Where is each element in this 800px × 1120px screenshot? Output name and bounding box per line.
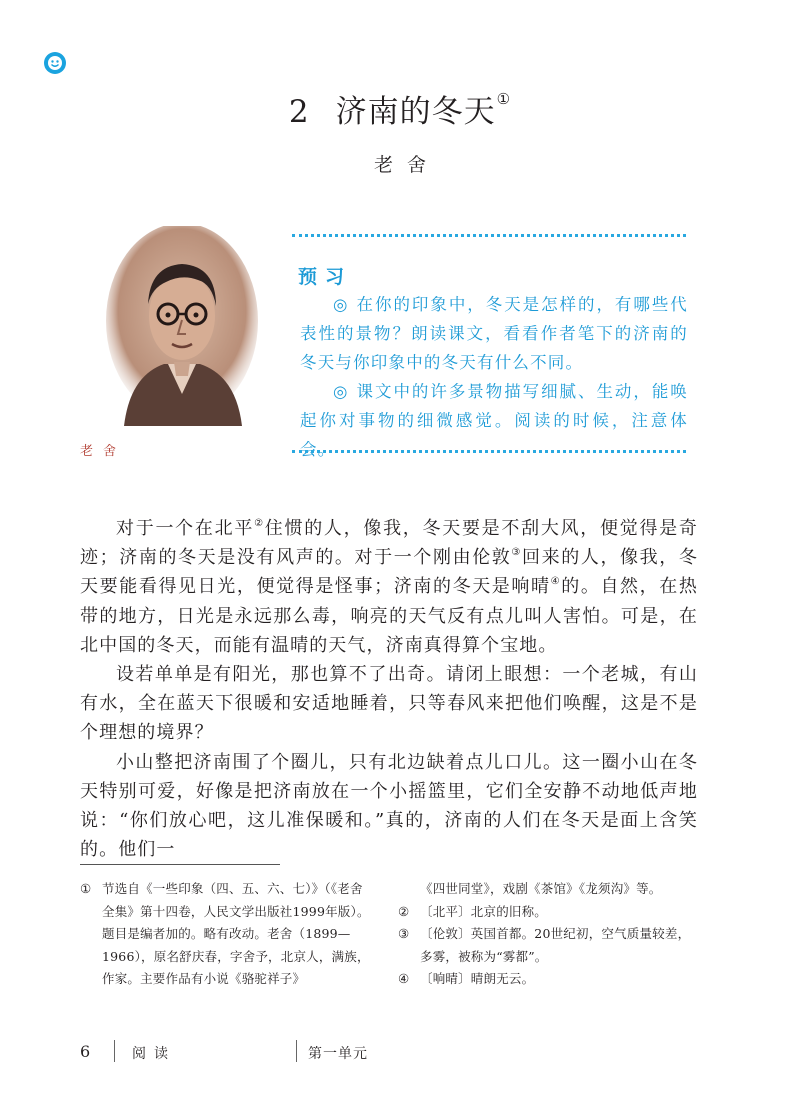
footnote-text: 节选自《一些印象（四、五、六、七）》（《老舍全集》第十四卷，人民文学出版社1999年版）。题目是编者加的。略有改动。老舍（1899—1966），原名舒庆春，字舍予，北京人，满族，作家。主要作品有小说《骆驼祥子》 xyxy=(102,881,370,986)
body-text-run: 住惯的人，像我，冬天要是不刮大风，便觉得是奇迹；济南的冬天是没有风声的。对于一个刚由伦敦 xyxy=(80,518,698,569)
body-paragraph-2: 设若单单是有阳光，那也算不了出奇。请闭上眼想：一个老城，有山有水，全在蓝天下很暖和安适地睡着，只等春风来把他们唤醒，这是不是个理想的境界？ xyxy=(80,664,698,744)
lesson-title: 济南的冬天 xyxy=(335,94,496,130)
lesson-number: 2 xyxy=(288,94,310,130)
footnote-mark: ③ xyxy=(398,926,410,941)
portrait-caption: 老舍 xyxy=(80,444,127,459)
preview-bottom-dotted-rule xyxy=(292,450,686,453)
footnote-4 xyxy=(398,968,702,991)
footnotes-right-column xyxy=(398,878,702,991)
footer-unit-label: 第一单元 xyxy=(308,1046,368,1062)
page-number: 6 xyxy=(80,1042,91,1061)
title-footnote-mark[interactable]: ① xyxy=(496,90,512,108)
footnote-mark: ① xyxy=(80,881,92,896)
footnote-ref-3[interactable]: ③ xyxy=(511,547,522,559)
footer-section-label: 阅读 xyxy=(132,1046,176,1062)
author-portrait-image xyxy=(104,226,260,426)
footnote-mark: ④ xyxy=(398,971,410,986)
footnote-2 xyxy=(398,901,702,924)
page-title xyxy=(0,86,800,131)
smiley-face-icon xyxy=(44,52,66,74)
footnote-ref-2[interactable]: ② xyxy=(254,518,265,529)
footer-separator xyxy=(296,1040,297,1062)
footnote-text: 〔北平〕北京的旧称。 xyxy=(420,903,548,919)
preview-top-dotted-rule xyxy=(292,234,686,237)
footer-separator xyxy=(114,1040,115,1062)
footnote-text: 〔响晴〕晴朗无云。 xyxy=(420,971,535,986)
preview-content xyxy=(300,290,688,464)
body-text-run: 对于一个在北平 xyxy=(116,518,255,539)
body-paragraph-1 xyxy=(80,514,698,660)
footnote-divider xyxy=(80,864,280,865)
footnotes-left-column xyxy=(80,878,370,991)
footnote-1 xyxy=(80,878,370,991)
footnote-text: 〔伦敦〕英国首都。20世纪初，空气质量较差，多雾，被称为“雾都”。 xyxy=(420,926,691,964)
author-name: 老舍 xyxy=(373,154,440,176)
body-text-run: 的。自然，在热带的地方，日光是永远那么毒，响亮的天气反有点儿叫人害怕。可是，在北中国的冬天，而能有温晴的天气，济南真得算个宝地。 xyxy=(80,576,698,656)
preview-heading: 预习 xyxy=(298,266,353,288)
article-body xyxy=(80,514,698,864)
footnote-3 xyxy=(398,923,702,968)
preview-paragraph-1: ◎ 在你的印象中，冬天是怎样的，有哪些代表性的景物？朗读课文，看看作者笔下的济南的冬天与你印象中的冬天有什么不同。 xyxy=(300,295,688,372)
preview-paragraph-2: ◎ 课文中的许多景物描写细腻、生动，能唤起你对事物的细微感觉。阅读的时候，注意体会。 xyxy=(300,382,688,459)
footnote-mark: ② xyxy=(398,903,410,919)
footnote-ref-4[interactable]: ④ xyxy=(550,576,562,588)
body-text-run: 回来的人，像我，冬天要能看得见日光，便觉得是怪事；济南的冬天是响晴 xyxy=(80,547,698,598)
body-paragraph-3: 小山整把济南围了个圈儿，只有北边缺着点儿口儿。这一圈小山在冬天特别可爱，好像是把济南放在一个小摇篮里，它们全安静不动地低声地说：“你们放心吧，这儿准保暖和。”真的，济南的人们在冬天是面上含笑的。他们一 xyxy=(80,751,698,861)
footnote-1-continued: 《四世同堂》，戏剧《茶馆》《龙须沟》等。 xyxy=(420,881,662,896)
